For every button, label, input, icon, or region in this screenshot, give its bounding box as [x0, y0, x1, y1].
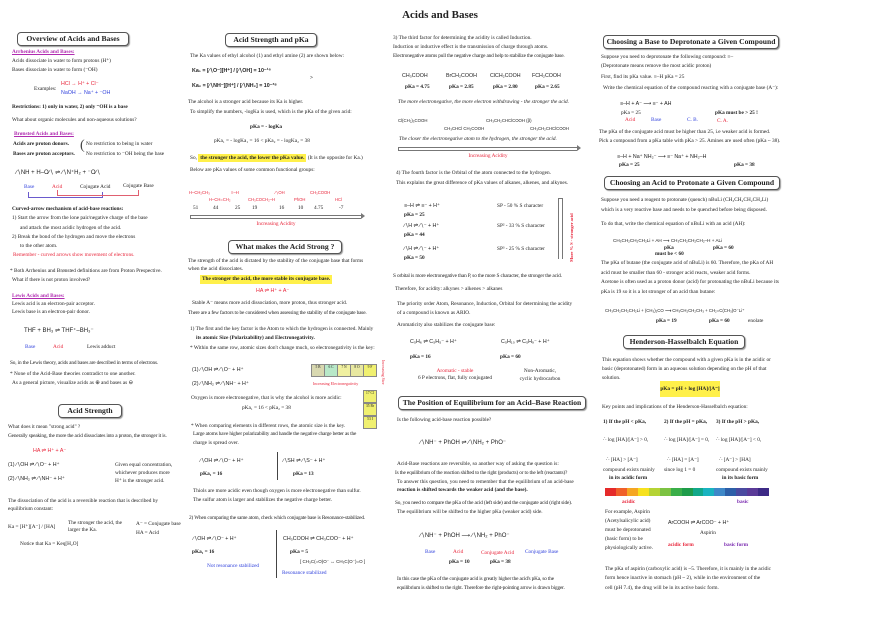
label-base: Base [651, 117, 662, 123]
periodic-cell: 17 Cl [363, 390, 377, 403]
text: (Deprotonate means remove the most acidic proton) [601, 63, 712, 69]
cyclopentane-reaction: C₅H₁₀ ⇌ C₅H₉⁻ + H⁺ [501, 339, 550, 345]
text: form hence inactive in stomach (pH ~ 2), while in the environment of the [605, 575, 761, 581]
aspirin-equation: ArCOOH ⇌ ArCOO⁻ + H⁺ [668, 520, 730, 526]
sp2-character: SP² - 33 % S character [497, 223, 545, 229]
periodic-cell: 5 B [311, 364, 325, 377]
cyclopentadiene-reaction: C₅H₆ ⇌ C₅H₅⁻ + H⁺ [410, 339, 457, 345]
equation-1: (1) ∕∖OH ⇌ ∕∖O⁻ + H⁺ [8, 462, 60, 468]
text: (basic form) to be [605, 536, 643, 542]
hh-equation: pKa = pH + log [HA]/[A⁻] [660, 381, 720, 397]
pka-value: pKa = 60 [500, 354, 521, 360]
text: To answer this question, you need to remember that the equilibrium of an acid-base [397, 479, 574, 485]
functional-group: H–CH=CH₂ [209, 197, 231, 202]
pka-value: pKa = 19 [656, 318, 677, 324]
ph-color-segment [682, 488, 693, 496]
text: which is a very reactive base and needs to be quenched before being disposed. [601, 207, 767, 213]
basic-form-label: basic form [724, 542, 748, 548]
pka-value: pKa = 50 [404, 255, 425, 261]
text: Lewis acid is an electron-pair acceptor. [12, 301, 95, 307]
text: of a compound is known as ARIO. [397, 310, 471, 316]
pka-value: pKa = 25 [621, 110, 641, 116]
case-log: ∴ log [HA]/[A⁻] = 0, [664, 437, 710, 443]
text: So, you need to compare the pKa of the acid (left side) and the conjugate acid (right side). [395, 500, 572, 506]
page-title: Acids and Bases [402, 9, 478, 21]
pka-value: 16 [279, 205, 285, 211]
pka-value: pKa = 25 [619, 162, 640, 168]
text: 2) When comparing the same atom, check which conjugate base is Resonance-stabilized. [189, 515, 366, 521]
pka-value: pKa = 60 [713, 245, 734, 251]
text: * Both Arrhenius and Brønsted definitions are from Proton Prespective. [10, 268, 162, 274]
text: whichever produces more [115, 470, 170, 476]
text: Bases dissociate in water to form (⁻OH) [12, 67, 98, 73]
ph-color-segment [714, 488, 725, 496]
section-title-pka: Acid Strength and pKa [225, 33, 317, 47]
protonation-equation: CH₃CH₂CH₂CH₂Li + AH ⟶ CH₃CH₂CH₂CH₂–H + ALi [613, 238, 723, 243]
text: reaction is shifted towards the weaker acid (and the base). [397, 487, 528, 493]
ethanol-reaction: ∕∖OH ⇌ ∕∖O⁻ + H⁺ [193, 536, 237, 542]
text: What about organic molecules and non-aqueous solutions? [12, 117, 137, 123]
chloro-acid-structure: CH₃CH₂CHClCOOH (β) [486, 118, 532, 123]
pka-value: -7 [339, 205, 344, 211]
resonance-forms: [ CH₃C(=O)O⁻ ↔ CH₃C(O⁻)=O ] [300, 559, 366, 564]
periodic-cell: 35 Br [363, 403, 377, 416]
pka-value: pKa₁ = 16 [192, 549, 215, 555]
text: Write the chemical equation of the compound reacting with a conjugate base (A⁻): [603, 85, 779, 91]
case-relation: ∴ [HA] = [A⁻] [667, 457, 699, 463]
label-acid: Acid [453, 549, 464, 555]
label-acid: Acid [52, 184, 63, 190]
text: Suppose you need to deprotonate the following compound: ≡– [601, 54, 734, 60]
case-log: ∴ log [HA]/[A⁻] > 0, [603, 437, 649, 443]
ha-equation: HA ⇌ H⁺ + A⁻ [33, 448, 67, 454]
acetic-acid-reaction: CH₃COOH ⇌ CH₃COO⁻ + H⁺ [283, 536, 354, 542]
text: A⁻ = Conjugate base [136, 521, 181, 527]
pka-value: 19 [252, 205, 258, 211]
text: 2) Break the bond of the hydrogen and move the electrons [12, 234, 136, 240]
text: Below are pKa values of some common functional groups: [190, 167, 315, 173]
text: S orbital is more electronegative than P, so the more S character, the stronger the acid. [393, 273, 562, 279]
label-base: Base [25, 344, 36, 350]
pka-value: pKa = 4.75 [405, 84, 430, 90]
periodic-cell: 8 O [350, 364, 364, 377]
text: Suppose you need a reagent to protonate (quench) nBuLi (CH₃CH₂CH₂CH₂Li) [601, 197, 769, 203]
functional-group: ∕∖OH [275, 190, 285, 195]
pka-value: 25 [235, 205, 241, 211]
pka-value: pKa = 25 [404, 212, 425, 218]
text: physiologically active. [605, 545, 653, 551]
more-s-label: More % S - stronger acid [569, 213, 574, 262]
text: Non-Aromatic, [523, 368, 557, 374]
pka-requirement: must be < 60 [655, 251, 684, 257]
case-note: compound exists mainly [716, 467, 768, 473]
text: First, find its pKa value. ≡–H pKa = 25 [601, 74, 685, 80]
text: Therefore, for acidity: alkynes > alkenes > alkanes [395, 286, 503, 292]
text: cell (pH 7.4), the drug will be in its active basic form. [605, 585, 719, 591]
text: Pick a compound from a pKa table with pKa > 25. Amines are used often (pKa ~ 38). [599, 138, 781, 144]
ph-color-segment [703, 488, 714, 496]
pka-value: pKa = 38 [490, 559, 511, 565]
divider [276, 530, 277, 578]
section-title-overview: Overview of Acids and Bases [17, 32, 129, 46]
label-ca: C. A. [717, 118, 729, 124]
text: Is the following acid-base reaction possible? [397, 417, 492, 423]
arrhenius-heading: Arrhenius Acids and Bases: [12, 49, 75, 55]
equation-2: (2) ∕∖NH₂ ⇌ ∕∖NH⁻ + H⁺ [192, 381, 249, 387]
pka-value: 10 [298, 205, 304, 211]
acid-structure: FCH₂COOH [532, 73, 561, 79]
highlight-text: The stronger the acid, the more stable its conjugate base. [202, 276, 331, 282]
label-acid: Acid [53, 344, 64, 350]
enolate-label: enolate [748, 318, 764, 324]
case-heading: 2) If the pH = pKa, [664, 419, 708, 425]
case-note: compound exists mainly [603, 467, 655, 473]
increasing-electronegativity-label: Increasing Electronegativity [313, 381, 359, 386]
basic-label: basic [737, 499, 749, 505]
ph-color-segment [671, 488, 682, 496]
text: The strength of the acid is dictated by the stability of the conjugate base that forms [188, 258, 364, 264]
text: 4) The fourth factor is the Orbital of the atom connected to the hydrogen. [396, 170, 551, 176]
label-acid: Acid [625, 117, 636, 123]
text: The pKa of butane (the conjugate acid of nBuLi) is 60. Therefore, the pKa of AH [601, 260, 774, 266]
chloro-acid-structure: CH₃CHCl CH₂COOH [444, 126, 485, 131]
text: equilibrium is shifted to the right. Therefore the right-pointing arrow is drawn bigger. [397, 585, 565, 591]
pka-value: 51 [193, 205, 199, 211]
text: and attack the most acidic hydrogen of the acid. [20, 225, 122, 231]
increasing-acidity-label: Increasing Acidity [468, 153, 508, 159]
equation-2: (2) ∕∖NH₂ ⇌ ∕∖NH⁻ + H⁺ [8, 476, 65, 482]
case-note: since log 1 = 0 [664, 467, 696, 473]
periodic-cell: 9 F [363, 364, 377, 377]
chloro-acid-structure: Cl(CH₂)₃COOH [398, 118, 428, 123]
text: Electronegative atoms pull the negative charge and help to stabilize the conjugate base. [393, 53, 565, 59]
text: Large atoms have higher polarizability and handle the negative charge better as the [193, 431, 357, 437]
text: The alcohol is a stronger acid because its Ka is higher. [188, 99, 304, 105]
more-s-arrow [558, 198, 563, 259]
section-title-choosing-base: Choosing a Base to Deprotonate a Given Compound [603, 35, 779, 49]
brace-open: ( [80, 138, 85, 153]
ph-color-segment [693, 488, 704, 496]
acetone-equation: CH₃CH₂CH₂CH₂Li + (CH₃)₂CO ⟶ CH₃CH₂CH₂CH₃ + CH₂=C(CH₃)O⁻Li⁺ [605, 308, 745, 313]
aspirin-label: Aspirin [700, 530, 716, 536]
ph-color-segment [605, 488, 616, 496]
example-hcl: HCl → H⁺ + Cl⁻ [61, 81, 99, 87]
text: The sulfur atom is larger and stabilizes the negative charge better. [193, 497, 333, 503]
pka-value: pKa = 38 [734, 162, 755, 168]
section-title-equilibrium: The Position of Equilibrium for an Acid–Base Reaction [398, 396, 586, 410]
equation-1: (1) ∕∖OH ⇌ ∕∖O⁻ + H⁺ [192, 367, 244, 373]
text: The priority order Atom, Resonance, Induction, Orbital for determining the acidity [397, 301, 573, 307]
pka-value: 44 [213, 205, 219, 211]
amide-equation: ≡–H + Na⁺ NH₂⁻ ⟶ ≡⁻ Na⁺ + NH₂–H [617, 154, 707, 160]
increasing-acidity-arrow [190, 215, 361, 219]
text: 6 P electrons, flat, fully conjugated [417, 375, 493, 381]
text: The closer the electronegative atom to the hydrogen, the stronger the acid. [399, 136, 557, 142]
deprotonation-equation: ≡–H + A⁻ ⟶ ≡⁻ + AH [620, 101, 672, 107]
text: its atomic Size (Polarizability) and Electronegativity. [196, 335, 315, 341]
text: Acids are proton donors. [13, 141, 70, 147]
pka-definition: pKa = - logKa [250, 124, 283, 130]
resonance-label: Resonance stabilized [282, 570, 327, 576]
pka-value: pKa = 2.65 [535, 84, 560, 90]
label-lewis-adduct: Lewis adduct [87, 344, 116, 350]
text: As a general picture, visualize acids as ⊕ and bases as ⊖ [12, 380, 133, 386]
text: This explains the great difference of pKa values of alkanes, alkenes, and alkynes. [396, 180, 569, 186]
pair-bracket-acid [57, 190, 139, 196]
ka2-formula: Ka₂ = [∕∖NH⁻][H⁺] / [∕∖NH₂] = 10⁻³⁸ [192, 83, 277, 89]
label-conj-acid: Conjugate Acid [481, 550, 515, 556]
case-heading: 3) If the pH > pKa, [716, 419, 760, 425]
pka-value: 4.75 [314, 205, 324, 211]
label-conj-base: Conjugate Base [525, 549, 559, 555]
divider [277, 452, 278, 480]
case-relation: ∴ [HA] > [A⁻] [606, 457, 638, 463]
increasing-acidity-label: Increasing Acidity [256, 221, 296, 227]
ph-color-scale [605, 488, 769, 496]
ha-equation: HA ⇌ H⁺ + A⁻ [256, 288, 290, 294]
text: Generally speaking, the more the acid dissociates into a proton, the stronger it is. [8, 433, 167, 439]
text: (Acetylsalicylic acid) [605, 518, 651, 524]
text: The Ka values of ethyl alcohol (1) and ethyl amine (2) are shown below: [190, 53, 345, 59]
pka-value: pKa = 10 [449, 559, 470, 565]
label-base: Base [24, 184, 35, 190]
acidic-label: acidic [622, 499, 636, 505]
ka-formula: Ka = [H⁺][A⁻] / [HA] [8, 524, 56, 530]
text: must be deprotonated [605, 527, 651, 533]
text: The equilibrium will be shifted to the higher pKa (weaker acid) side. [397, 509, 543, 515]
periodic-cell: 6 C [324, 364, 338, 377]
text: This equation shows whether the compound with a given pKa is in the acidic or [602, 357, 771, 363]
case-note: in its acidic form [609, 475, 648, 481]
text: cyclic hydrocarbon [519, 376, 561, 382]
pka-value: pKa = 2.80 [493, 84, 518, 90]
text: Notice that Ka = Keq[H₂O] [20, 541, 79, 547]
section-title-acid-strong: What makes the Acid Strong ? [228, 240, 342, 254]
ph-color-segment [638, 488, 649, 496]
text: basic (deprotonated) form in an aqueous solution depending on the pH of that [602, 366, 767, 372]
pka-label: pKa [664, 245, 674, 251]
text: Acids dissociate in water to form protons (H⁺) [12, 58, 111, 64]
text: 1) Start the arrow from the lone pair/negative charge of the base [12, 215, 148, 221]
text: HA = Acid [136, 530, 159, 536]
text: to the other atom. [20, 243, 58, 249]
text: No restriction to being in water [86, 141, 153, 147]
lewis-heading: Lewis Acids and Bases: [12, 293, 65, 299]
text: So, in the Lewis theory, acids and bases are described in terms of electrons. [10, 360, 159, 366]
ph-color-segment [627, 488, 638, 496]
text: larger the Ka. [68, 527, 97, 533]
text: There are a few factors to be considered when assessing the stability of the conjugate base. [188, 310, 367, 316]
chloro-acid-structure: CH₃CH₂CHClCOOH [530, 126, 569, 131]
equilibrium-reaction: ∕∖NH⁻ + PhOH ⇌ ∕∖NH₂ + PhO⁻ [420, 440, 507, 446]
text: acid must be smaller than 60 - stronger acid reacts, weaker acid forms. [601, 270, 751, 276]
functional-group: ≡–H [231, 190, 239, 195]
periodic-cell: 53 I [363, 416, 377, 429]
text: Aromaticity also stabilizes the conjugate base: [397, 322, 496, 328]
functional-group: PhOH [294, 197, 306, 202]
pka-requirement: pKa must be > 25 ! [715, 110, 758, 116]
alkyne-reaction: ≡–H ⇌ ≡⁻ + H⁺ [404, 203, 440, 209]
text: Given equal concentration, [115, 462, 173, 468]
text: Bases are proton acceptors. [13, 151, 75, 157]
text: solution. [602, 375, 621, 381]
increasing-acidity-arrow [398, 147, 577, 151]
text: * None of the Acid-Base theories contradict to one another. [10, 371, 136, 377]
text: equilibrium constant: [8, 506, 54, 512]
text: 1) The first and the key factor is the Atom to which the hydrogen is connected. Mainly [190, 326, 374, 332]
text: What does it mean "strong acid" ? [8, 424, 81, 430]
text: Is the equilibrium of the reaction shifted to the right (products) or to the left (reactants)? [395, 470, 568, 476]
curved-arrow-heading: Curved-arrow mechanism of acid-base reactions: [12, 206, 124, 212]
text: Remember - curved arrows show movement of electrons. [13, 252, 135, 258]
bronsted-reaction: ∕∖NH + H–O∕∖ ⇌ ∕∖N⁺H₂ + ⁻O∕∖ [16, 170, 101, 176]
case-log: ∴ log [HA]/[A⁻] < 0, [716, 437, 762, 443]
functional-group: HCl [335, 197, 342, 202]
pka-value: pKa = 13 [293, 471, 314, 477]
equilibrium-reaction-2: ∕∖NH⁻ + PhOH ⟶ ∕∖NH₂ + PhO⁻ [420, 533, 510, 539]
section-title-acid-strength: Acid Strength [58, 404, 122, 418]
ph-color-segment [660, 488, 671, 496]
ethanethiol-reaction: ∕∖SH ⇌ ∕∖S⁻ + H⁺ [283, 458, 326, 464]
text: when the acid dissociates. [188, 266, 244, 272]
text: So, [190, 155, 197, 161]
text: What if there is not proton involved? [12, 277, 91, 283]
acid-structure: BrCH₂COOH [446, 73, 477, 79]
text: Key points and implications of the Henderson-Hasselbalch equation: [602, 404, 748, 410]
pka-value: pKa₁ = 16 [200, 471, 223, 477]
label-base: Base [425, 549, 436, 555]
ph-color-segment [747, 488, 758, 496]
section-title-choosing-acid: Choosing an Acid to Protonate a Given Compound [604, 176, 780, 190]
text: Induction or inductive effect is the transmission of charge through atoms. [393, 44, 549, 50]
text: The pKa of aspirin (carboxylic acid) is ~5. Therefore, it is mainly in the acidic [605, 566, 772, 572]
ph-color-segment [616, 488, 627, 496]
label-conj-base: Cojugate Base [123, 183, 154, 189]
text: The dissociation of the acid is a reversible reaction that is described by [8, 498, 159, 504]
section-title-henderson-hasselbalch: Henderson-Hasselbalch Equation [623, 335, 745, 349]
bronsted-heading: Brønsted Acids and Bases: [14, 131, 74, 137]
functional-group: CH₃COOH [310, 190, 331, 195]
highlight-text: the stronger the acid, the lower the pKa value. [200, 155, 305, 161]
text: No restriction to ⁻OH being the base [86, 151, 165, 157]
ph-color-segment [649, 488, 660, 496]
ethanol-reaction: ∕∖OH ⇌ ∕∖O⁻ + H⁺ [200, 458, 244, 464]
text: To simplify the numbers, -logKa is used, which is the pKa of the given acid: [190, 109, 352, 115]
acid-structure: ClCH₂COOH [490, 73, 521, 79]
pka-value: pKa = 60 [709, 318, 730, 324]
acidic-form-label: acidic form [668, 542, 694, 548]
highlight-line [190, 155, 363, 162]
acid-structure: CH₃COOH [402, 73, 428, 79]
text: The stronger the acid, the [68, 520, 122, 526]
text: The pKa of the conjugate acid must be higher than 25, i.e weaker acid is formed. [599, 129, 771, 135]
case-note: in its basic form [722, 475, 759, 481]
lewis-reaction: THF + BH₃ ⇌ THF⁺–BH₃⁻ [24, 328, 94, 334]
text: * When comparing elements in different rows, the atomic size is the key. [191, 423, 346, 429]
periodic-cell: 7 N [337, 364, 351, 377]
gt-sign: > [310, 75, 314, 81]
not-resonance-label: Not resonance stabilized [207, 563, 260, 569]
text: pKa is 19 so it is a lot stronger of an acid than butane: [601, 289, 716, 295]
text: To do that, write the chemical equation of nBuLi with an acid (AH): [601, 221, 746, 227]
label-conj-acid: Cojugate Acid [80, 184, 111, 190]
text: Stable A⁻ means more acid dissociation, more proton, thus stronger acid. [192, 300, 348, 306]
text: The more electronegative, the more electron withdrawing - the stronger the acid. [398, 99, 569, 105]
text: Oxygen is more electronegative, that is why the alcohol is more acidic: [191, 395, 342, 401]
pka-comparison: pKa₁ = - logKa₁ = 16 < pKa₂ = - logKa₂ = 38 [214, 138, 310, 144]
sp3-character: SP³ - 25 % S character [497, 246, 545, 252]
text: 3) The third factor for determining the acidity is called Induction. [393, 35, 532, 41]
alkene-reaction: ∕∖H ⇌ ∕∖⁻ + H⁺ [404, 223, 440, 229]
alkane-reaction: ∕∖H ⇌ ∕∖⁻ + H⁺ [404, 246, 440, 252]
text: Thiols are more acidic even though oxygen is more electronegative than sulfur. [193, 488, 361, 494]
label-cb: C. B. [687, 117, 699, 123]
aromatic-label: Aromatic - stable [436, 368, 474, 374]
case-relation: ∴ [A⁻] > [HA] [719, 457, 751, 463]
text: charge is spread over. [193, 440, 239, 446]
functional-group: H–CH₂CH₃ [189, 190, 210, 195]
sp-character: SP - 50 % S character [497, 203, 544, 209]
pka-value: pKa = 5 [290, 549, 309, 555]
pka-comparison: pKa₁ = 16 < pKa₂ = 38 [242, 405, 291, 411]
increasing-size-label: Increasing Size [381, 360, 386, 385]
text: In this case the pKa of the conjugate acid is greatly higher the acid's pKa, so the [397, 576, 554, 582]
text: H⁺ is the stronger acid. [115, 478, 165, 484]
functional-group: CH₃COCH₂–H [248, 197, 276, 202]
ka1-formula: Ka₁ = [∕∖O⁻][H⁺] / [∕∖OH] = 10⁻¹⁶ [192, 68, 271, 74]
ph-color-segment [758, 488, 769, 496]
text: Restrictions: 1) only in water, 2) only ⁻OH is a base [12, 104, 128, 110]
text: Acid-Base reactions are reversible, so another way of asking the question is: [397, 461, 559, 467]
ph-color-segment [736, 488, 747, 496]
pka-value: pKa = 2.85 [449, 84, 474, 90]
text: (It is the opposite for Ka.) [307, 155, 363, 161]
example-naoh: NaOH → Na⁺ + ⁻OH [61, 90, 111, 96]
pka-value: pKa = 16 [410, 354, 431, 360]
text: Lewis base is an electron-pair donor. [12, 309, 90, 315]
ph-color-segment [725, 488, 736, 496]
text: * Within the same row, atomic sizes don't change much, so electronegativity is the key: [190, 345, 375, 351]
text: For example, Aspirin [605, 509, 650, 515]
examples-label: Examples: [34, 86, 57, 92]
case-heading: 1) If the pH < pKa, [603, 419, 647, 425]
text: Acetone is often used as a proton donor (acid) for protonating the nBuLi because its [601, 279, 779, 285]
pka-value: pKa = 44 [404, 232, 425, 238]
